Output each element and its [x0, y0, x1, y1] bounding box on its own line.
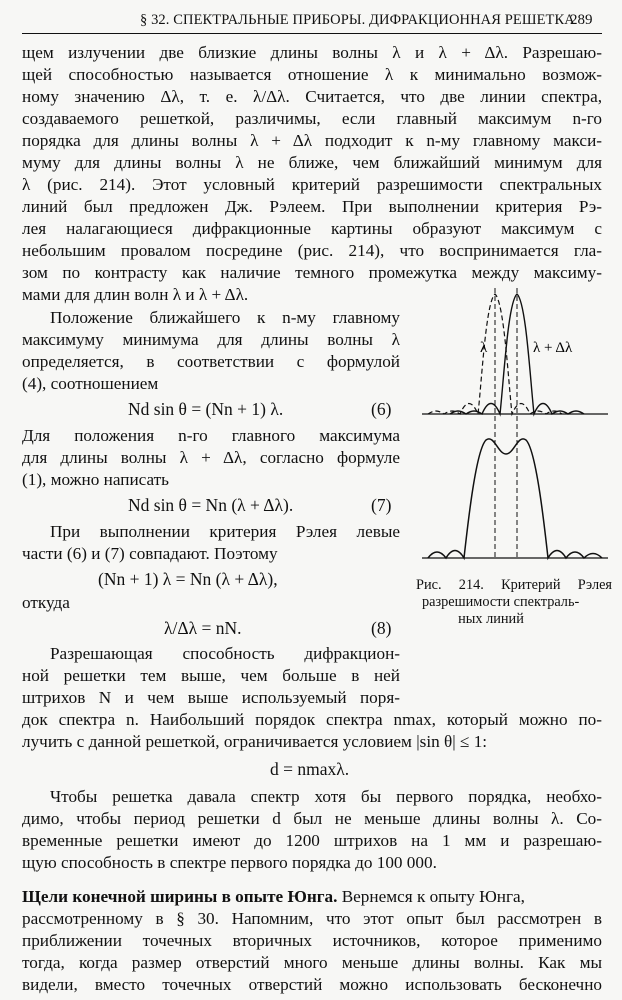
- text-line: для длины волны λ + Δλ, согласно формуле: [22, 448, 400, 467]
- caption-line: разрешимости спектраль-: [422, 594, 580, 610]
- text-line: Разрешающая способность дифракцион-: [50, 644, 400, 663]
- equation-7: Nd sin θ = Nn (λ + Δλ).: [128, 495, 294, 515]
- text-line: При выполнении критерия Рэлея левые: [50, 522, 400, 541]
- text-line: муму для длины волны λ не ближе, чем ближайший минимум для: [22, 153, 602, 172]
- equation-6: Nd sin θ = (Nn + 1) λ.: [128, 399, 284, 419]
- text-line: части (6) и (7) совпадают. Поэтому: [22, 544, 278, 563]
- equation-d: d = nmaxλ.: [270, 759, 350, 779]
- figure-caption: [416, 577, 612, 628]
- text-line: мами для длин волн λ и λ + Δλ.: [22, 285, 249, 304]
- text-line: (1), можно написать: [22, 470, 170, 489]
- text-line: приближении точечных вторичных источников, которое применимо: [22, 931, 602, 950]
- figure-214: [420, 282, 610, 582]
- curve-sum: [428, 439, 602, 558]
- text-line: λ (рис. 214). Этот условный критерий разрешимости спектральных: [22, 175, 602, 194]
- text-line: рассмотренному в § 30. Напомним, что этот опыт был рассмотрен в: [22, 909, 602, 928]
- text-line: Положение ближайшего к n-му главному: [50, 308, 400, 327]
- label-lambda-plus-dlambda: λ + Δλ: [533, 340, 573, 356]
- text-line: димо, чтобы период решетки d был не меньше длины волны λ. Со-: [22, 809, 602, 828]
- text-line: щую способность в спектре первого порядка до 100 000.: [22, 853, 437, 872]
- text-line: щем излучении две близкие длины волны λ и λ + Δλ. Разрешаю-: [22, 43, 602, 62]
- text-line: (4), соотношением: [22, 374, 159, 393]
- page-number: 289: [570, 12, 593, 28]
- text-line: зом по контрасту как наличие темного промежутка между максиму-: [22, 263, 602, 282]
- text-line: лея налагающиеся дифракционные картины образуют максимум с: [22, 219, 602, 238]
- text-line: док спектра n. Наибольший порядок спектра nmax, который можно по-: [22, 710, 602, 729]
- text-line: лучить с данной решеткой, ограничивается условием |sin θ| ≤ 1:: [22, 732, 488, 751]
- text-line: определяется, в соответствии с формулой: [22, 352, 400, 371]
- text-line: видели, вместо точечных отверстий можно использовать бесконечно: [22, 975, 602, 994]
- equation-number-7: (7): [371, 495, 392, 515]
- running-title: § 32. СПЕКТРАЛЬНЫЕ ПРИБОРЫ. ДИФРАКЦИОННАЯ РЕШЕТКА: [140, 12, 575, 28]
- text-line: штрихов N и чем выше используемый поря-: [22, 688, 400, 707]
- equation-intermediate: (Nn + 1) λ = Nn (λ + Δλ),: [98, 569, 278, 589]
- text-line: ной решетки тем выше, чем больше в ней: [22, 666, 400, 685]
- caption-line: ных линий: [458, 611, 524, 627]
- label-lambda: λ: [480, 340, 488, 356]
- text-line: порядка для длины волны λ + Δλ подходит к n-му главному макси-: [22, 131, 602, 150]
- text-line: линий был предложен Дж. Рэлеем. При выполнении критерия Рэ-: [22, 197, 602, 216]
- text-line: ному значению Δλ, т. е. λ/Δλ. Считается, что две линии спектра,: [22, 87, 602, 106]
- text-line: Для положения n-го главного максимума: [22, 426, 400, 445]
- header-rule: [22, 33, 602, 34]
- text-line: щей способностью называется отношение λ к минимально возмож-: [22, 65, 602, 84]
- text-line: небольшим провалом посредине (рис. 214), что воспринимается гла-: [22, 241, 602, 260]
- text-line: тогда, когда размер отверстий много меньше длины волны. Как мы: [22, 953, 602, 972]
- text-run: Вернемся к опыту Юнга,: [337, 887, 525, 906]
- text-line: создаваемого решеткой, различимы, если главный максимум n-го: [22, 109, 602, 128]
- text-line: откуда: [22, 593, 70, 612]
- text-line: максимуму минимума для длины волны λ: [22, 330, 400, 349]
- running-header: [0, 0, 622, 36]
- equation-8: λ/Δλ = nN.: [164, 618, 242, 638]
- section-heading-line: [22, 886, 602, 908]
- text-line: Чтобы решетка давала спектр хотя бы первого порядка, необхо-: [50, 787, 602, 806]
- equation-number-6: (6): [371, 399, 392, 419]
- text-line: временные решетки имеют до 1200 штрихов на 1 мм и разрешаю-: [22, 831, 602, 850]
- equation-number-8: (8): [371, 618, 392, 638]
- section-heading: Щели конечной ширины в опыте Юнга.: [22, 887, 338, 906]
- caption-line: Рис. 214. Критерий Рэлея: [416, 577, 612, 593]
